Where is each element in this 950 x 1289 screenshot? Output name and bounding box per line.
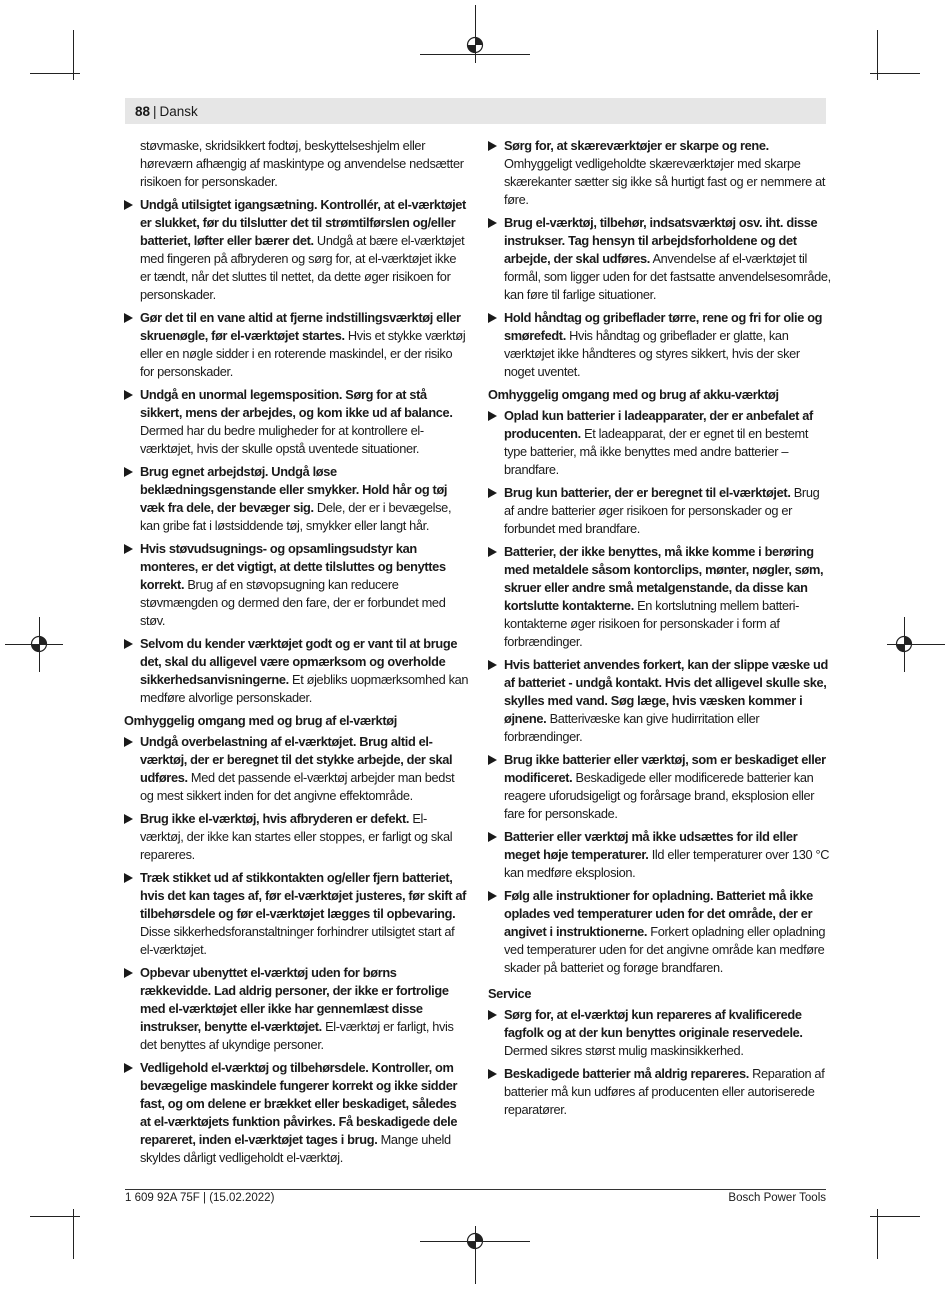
list-item	[124, 635, 469, 707]
section-heading: Omhyggelig omgang med og brug af akku-værktøj	[488, 387, 779, 402]
list-item	[488, 751, 832, 823]
crop-mark	[870, 73, 920, 74]
item-text: En kortslutning mellem batteri-kontakterne øger risikoen for personskader i form af forbrændinger.	[504, 598, 800, 649]
list-item	[488, 137, 832, 209]
list-item	[124, 733, 469, 805]
right-column	[488, 137, 832, 1124]
page-header	[125, 98, 826, 124]
list-item	[488, 484, 832, 538]
item-bold-text: Undgå en unormal legemsposition. Sørg for at stå sikkert, mens der arbejdes, og kom ikke ud af balance.	[140, 387, 453, 420]
item-bold-text: Sørg for, at el-værktøj kun repareres af kvalificerede fagfolk og at der kun benyttes originale reservedele.	[504, 1007, 803, 1040]
bullet-arrow-icon	[124, 968, 133, 978]
list-item	[488, 543, 832, 651]
list-item	[488, 887, 832, 977]
item-bold-text: Undgå overbelastning af el-værktøjet. Brug altid el-værktøj, der er beregnet til det stykke arbejde, der skal udføres.	[140, 734, 453, 785]
bullet-arrow-icon	[124, 873, 133, 883]
page-number: 88	[135, 103, 151, 119]
crop-mark	[870, 1216, 920, 1217]
item-text: El-værktøj, der ikke kan startes eller stoppes, er farligt og skal repareres.	[140, 811, 453, 862]
list-item	[124, 1059, 469, 1167]
registration-target-icon	[30, 635, 48, 653]
item-text: Mange uheld skyldes dårligt vedligeholdt el-værktøj.	[140, 1132, 451, 1165]
intro-paragraph: støvmaske, skridsikkert fodtøj, beskyttelseshjelm eller høreværn afhængig af maskintype og anvendelse nedsætter risikoen for personskader.	[140, 138, 464, 189]
registration-target-icon	[466, 1232, 484, 1250]
item-text: El-værktøj er farligt, hvis det benyttes af ukyndige personer.	[140, 1019, 454, 1052]
item-bold-text: Hvis batteriet anvendes forkert, kan der slippe væske ud af batteriet - undgå kontakt. Hvis det alligevel skulle ske, skylles med vand. Søg læge, hvis væsken kommer i øjnene.	[504, 657, 828, 726]
bullet-arrow-icon	[124, 639, 133, 649]
list-item	[124, 309, 469, 381]
item-text: Brug af en støvopsugning kan reducere støvmængden og dermed den fare, der er forbundet med støv.	[140, 577, 446, 628]
item-text: Brug af andre batterier øger risikoen for personskader og er forbundet med brandfare.	[504, 485, 820, 536]
list-item	[124, 196, 469, 304]
item-text: Disse sikkerhedsforanstaltninger forhindrer utilsigtet start af el-værktøjet.	[140, 924, 455, 957]
registration-target-icon	[466, 36, 484, 54]
item-text: Et øjebliks uopmærksomhed kan medføre alvorlige personskader.	[140, 672, 469, 705]
item-bold-text: Sørg for, at skæreværktøjer er skarpe og rene.	[504, 138, 769, 153]
section-heading: Service	[488, 986, 532, 1001]
left-list-b	[124, 733, 469, 1167]
item-bold-text: Brug kun batterier, der er beregnet til el-værktøjet.	[504, 485, 791, 500]
bullet-arrow-icon	[124, 814, 133, 824]
item-bold-text: Batterier, der ikke benyttes, må ikke komme i berøring med metaldele såsom kontorclips, mønter, nøgler, søm, skruer eller andre små metalgenstande, da disse kan kortslutte kontakterne.	[504, 544, 824, 613]
item-bold-text: Brug egnet arbejdstøj. Undgå løse beklædningsgenstande eller smykker. Hold hår og tøj væk fra dele, der bevæger sig.	[140, 464, 448, 515]
bullet-arrow-icon	[488, 755, 497, 765]
list-item	[124, 869, 469, 959]
item-bold-text: Opbevar ubenyttet el-værktøj uden for børns rækkevidde. Lad aldrig personer, der ikke er fortrolige med el-værktøjet eller ikke har gennemlæst disse instrukser, benytte el-værktøjet.	[140, 965, 449, 1034]
section-heading: Omhyggelig omgang med og brug af el-værktøj	[124, 713, 397, 728]
item-text: Forkert opladning eller opladning ved temperaturer uden for det angivne område kan medføre skader på batteriet og forøge brandfaren.	[504, 924, 826, 975]
item-bold-text: Brug el-værktøj, tilbehør, indsatsværktøj osv. iht. disse instrukser. Tag hensyn til arbejdsforholdene og det arbejde, der skal udføres.	[504, 215, 818, 266]
bullet-arrow-icon	[124, 313, 133, 323]
brand-name: Bosch Power Tools	[728, 1192, 826, 1204]
crop-mark	[30, 1216, 80, 1217]
list-item	[488, 1065, 832, 1119]
bullet-arrow-icon	[124, 544, 133, 554]
list-item	[488, 214, 832, 304]
item-text: Hvis håndtag og gribeflader er glatte, kan værktøjet ikke håndteres og styres sikkert, hvis der sker noget uventet.	[504, 328, 800, 379]
registration-line	[420, 54, 530, 55]
left-list-a	[124, 196, 469, 707]
bullet-arrow-icon	[488, 488, 497, 498]
item-bold-text: Brug ikke el-værktøj, hvis afbryderen er defekt.	[140, 811, 410, 826]
bullet-arrow-icon	[488, 141, 497, 151]
footer-rule	[125, 1189, 826, 1190]
bullet-arrow-icon	[488, 313, 497, 323]
list-item	[488, 1006, 832, 1060]
list-item	[488, 407, 832, 479]
left-column	[124, 137, 469, 1172]
list-item	[124, 964, 469, 1054]
item-text: Ild eller temperaturer over 130 °C kan medføre eksplosion.	[504, 847, 830, 880]
list-item	[124, 540, 469, 630]
item-text: Undgå at bære el-værktøjet med fingeren på afbryderen og sørg for, at el-værktøjet ikke er tændt, når det sluttes til nettet, da dette øger risikoen for personskader.	[140, 233, 465, 302]
item-bold-text: Batterier eller værktøj må ikke udsættes for ild eller meget høje temperaturer.	[504, 829, 798, 862]
list-item	[488, 309, 832, 381]
registration-target-icon	[895, 635, 913, 653]
item-bold-text: Selvom du kender værktøjet godt og er vant til at bruge det, skal du alligevel være opmærksom og overholde sikkerhedsanvisningerne.	[140, 636, 458, 687]
item-bold-text: Undgå utilsigtet igangsætning. Kontrollér, at el-værktøjet er slukket, før du tilslutter det til strømtilførslen og/eller batteriet, løfter eller bærer det.	[140, 197, 466, 248]
list-item	[488, 656, 832, 746]
item-bold-text: Hold håndtag og gribeflader tørre, rene og fri for olie og smørefedt.	[504, 310, 823, 343]
document-number: 1 609 92A 75F | (15.02.2022)	[125, 1192, 275, 1204]
right-list-b	[488, 407, 832, 977]
item-text: Med det passende el-værktøj arbejder man bedst og mest sikkert inden for det angivne effektområde.	[140, 770, 455, 803]
item-bold-text: Brug ikke batterier eller værktøj, som er beskadiget eller modificeret.	[504, 752, 826, 785]
item-text: Batterivæske kan give hudirritation eller forbrændinger.	[504, 711, 760, 744]
bullet-arrow-icon	[488, 832, 497, 842]
item-text: Anvendelse af el-værktøjet til formål, som ligger uden for det fastsatte anvendelsesområde, kan føre til farlige situationer.	[504, 251, 831, 302]
bullet-arrow-icon	[488, 1010, 497, 1020]
item-text: Reparation af batterier må kun udføres af producenten eller autoriserede reparatører.	[504, 1066, 825, 1117]
item-bold-text: Hvis støvudsugnings- og opsamlingsudstyr kan monteres, er det vigtigt, at dette tilsluttes og benyttes korrekt.	[140, 541, 446, 592]
item-text: Omhyggeligt vedligeholdte skæreværktøjer med skarpe skærekanter sætter sig ikke så hurtigt fast og er nemmere at føre.	[504, 156, 826, 207]
bullet-arrow-icon	[488, 1069, 497, 1079]
item-bold-text: Gør det til en vane altid at fjerne indstillingsværktøj eller skruenøgle, før el-værktøjet startes.	[140, 310, 461, 343]
item-bold-text: Beskadigede batterier må aldrig repareres.	[504, 1066, 749, 1081]
list-item	[124, 386, 469, 458]
list-item	[488, 828, 832, 882]
right-list-a	[488, 137, 832, 381]
item-bold-text: Oplad kun batterier i ladeapparater, der er anbefalet af producenten.	[504, 408, 813, 441]
item-text: Beskadigede eller modificerede batterier kan reagere uforudsigeligt og forårsage brand, eksplosion eller fare for personskade.	[504, 770, 815, 821]
header-separator: |	[153, 103, 157, 119]
list-item	[124, 463, 469, 535]
bullet-arrow-icon	[124, 390, 133, 400]
bullet-arrow-icon	[488, 891, 497, 901]
item-text: Et ladeapparat, der er egnet til en bestemt type batterier, må ikke benyttes med andre batterier – brandfare.	[504, 426, 809, 477]
item-text: Dele, der er i bevægelse, kan gribe fat i løstsiddende tøj, smykker eller langt hår.	[140, 500, 452, 533]
item-bold-text: Træk stikket ud af stikkontakten og/eller fjern batteriet, hvis det kan tages af, før el-værktøjet justeres, før skift af tilbehørsdele og før el-værktøjet lægges til opbevaring.	[140, 870, 467, 921]
bullet-arrow-icon	[488, 218, 497, 228]
right-list-c	[488, 1006, 832, 1119]
bullet-arrow-icon	[124, 200, 133, 210]
bullet-arrow-icon	[124, 467, 133, 477]
item-bold-text: Følg alle instruktioner for opladning. Batteriet må ikke oplades ved temperaturer uden for det område, der er angivet i instruktionerne.	[504, 888, 813, 939]
bullet-arrow-icon	[124, 1063, 133, 1073]
item-text: Dermed har du bedre muligheder for at kontrollere el-værktøjet, hvis der skulle opstå uventede situationer.	[140, 423, 424, 456]
list-item	[124, 810, 469, 864]
header-language: Dansk	[159, 103, 198, 119]
bullet-arrow-icon	[124, 737, 133, 747]
item-text: Dermed sikres størst mulig maskinsikkerhed.	[504, 1043, 744, 1058]
crop-mark	[30, 73, 80, 74]
bullet-arrow-icon	[488, 660, 497, 670]
item-text: Hvis et stykke værktøj eller en nøgle sidder i en roterende maskindel, er der risiko for personskader.	[140, 328, 466, 379]
bullet-arrow-icon	[488, 411, 497, 421]
item-bold-text: Vedligehold el-værktøj og tilbehørsdele. Kontroller, om bevægelige maskindele fungerer korrekt og ikke sidder fast, og om delene er brækket eller beskadiget, således at el-værktøjets funktion påvirkes. Få beskadigede dele repareret, inden el-værktøjet tages i brug.	[140, 1060, 458, 1147]
bullet-arrow-icon	[488, 547, 497, 557]
